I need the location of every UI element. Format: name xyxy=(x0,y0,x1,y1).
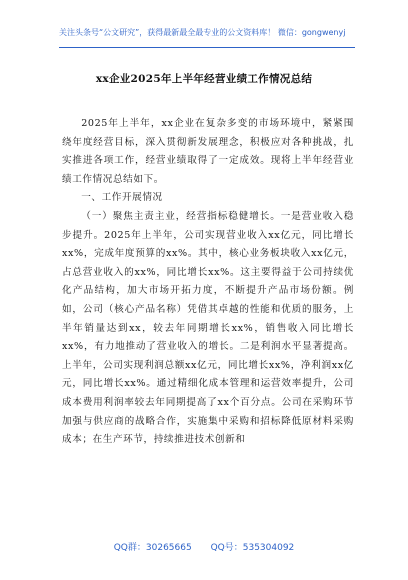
document-body xyxy=(62,115,354,450)
footer-contacts xyxy=(0,540,408,553)
footer-qq-number: QQ号：535304092 xyxy=(210,543,295,553)
header-banner: 关注头条号“公文研究”，获得最新最全最专业的公文资料库！ 微信：gongwenyj xyxy=(59,28,346,37)
section-heading: 一、工作开展情况 xyxy=(81,192,163,204)
body-paragraph: （一）聚焦主责主业，经营指标稳健增长。一是营业收入稳步提升。2025年上半年，公司实现营业收入xx亿元，同比增长xx%，完成年度预算的xx%。其中，核心业务板块收入xx亿元，占总营业收入的xx%，同比增长xx%。这主要得益于公司持续优化产品结构，加大市场开拓力度，不断提升产品市场份额。例如，公司（核心产品名称）凭借其卓越的性能和优质的服务，上半年销量达到xx，较去年同期增长xx%，销售收入同比增长xx%，有力地推动了营业收入的增长。二是利润水平显著提高。上半年，公司实现利润总额xx亿元，同比增长xx%，净利润xx亿元，同比增长xx%。通过精细化成本管理和运营效率提升，公司成本费用利润率较去年同期提高了xx个百分点。公司在采购环节加强与供应商的战略合作，实施集中采购和招标降低原材料采购成本；在生产环节，持续推进技术创新和 xyxy=(62,210,354,446)
document-title: xx企业2025年上半年经营业绩工作情况总结 xyxy=(95,73,313,85)
header-rule xyxy=(59,47,355,48)
intro-paragraph: 2025年上半年，xx企业在复杂多变的市场环境中，紧紧围绕年度经营目标，深入贯彻新发展理念，积极应对各种挑战，扎实推进各项工作，经营业绩取得了一定成效。现将上半年经营业绩工作情况总结如下。 xyxy=(62,118,354,185)
footer-qq-group: QQ群：30265665 xyxy=(113,543,192,553)
